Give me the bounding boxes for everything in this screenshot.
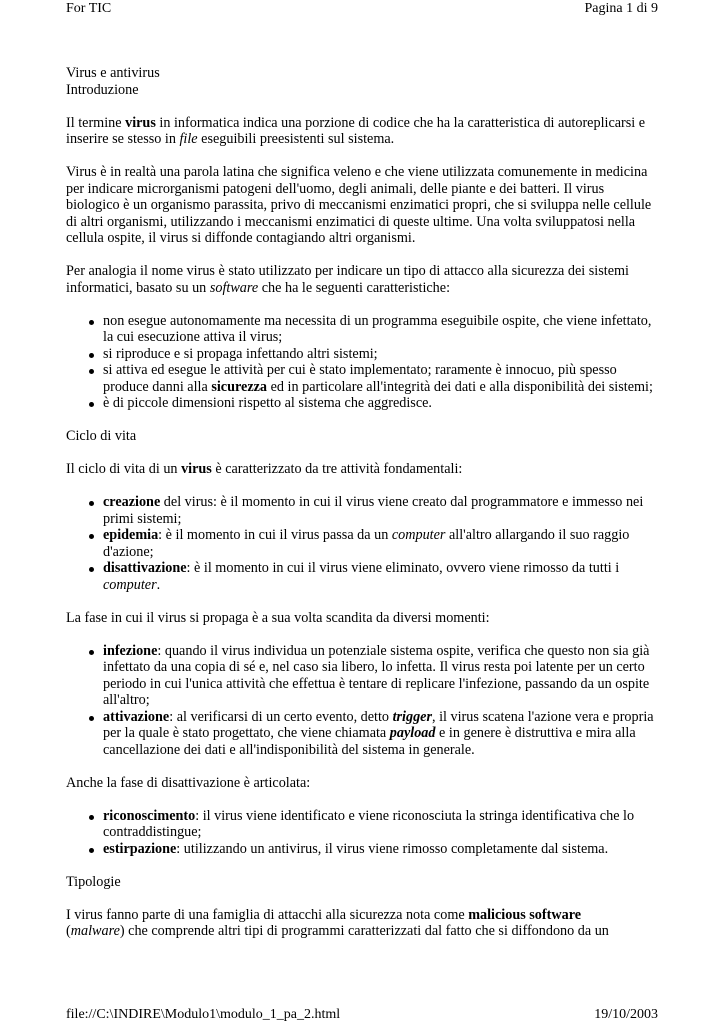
list-item: attivazione: al verificarsi di un certo evento, detto trigger, il virus scatena l'azione vera e propria per la quale è stato progettato, che viene chiamata payload e in genere è distruttiva e mira alla cancellazione dei dati e all'indisponibilità del sistema in generale.	[103, 709, 661, 759]
deactivation-intro: Anche la fase di disattivazione è articolata:	[66, 774, 311, 791]
footer-date: 19/10/2003	[594, 1007, 658, 1022]
latin-paragraph: Virus è in realtà una parola latina che significa veleno e che viene utilizzata comunemente in medicina per indicare microrganismi patogeni dell'uomo, degli animali, delle piante e dei batteri. Il virus biologico è un organismo parassita, privo di meccanismi enzimatici propri, che si sviluppa nelle cellule di altri organismi, utilizzando i meccanismi enzimatici di queste ultime. Una volta sviluppatosi nella cellula ospite, il virus si diffonde contagiando altri organismi.	[66, 164, 652, 246]
analogy-paragraph: Per analogia il nome virus è stato utilizzato per indicare un tipo di attacco alla sicurezza dei sistemi informatici, basato su un software che ha le seguenti caratteristiche:	[66, 263, 629, 296]
tipologie-paragraph: I virus fanno parte di una famiglia di attacchi alla sicurezza nota come malicious software (malware) che comprende altri tipi di programmi caratterizzati dal fatto che si diffondono da un	[66, 906, 609, 939]
phases-list	[66, 494, 661, 593]
list-item: si attiva ed esegue le attività per cui è stato implementato; raramente è innocuo, più spesso produce danni alla sicurezza ed in particolare all'integrità dei dati e alla disponibilità dei sistemi;	[103, 362, 661, 395]
deactivation-list	[66, 808, 661, 858]
header-page-number: Pagina 1 di 9	[584, 1, 658, 16]
ciclo-intro-paragraph: Il ciclo di vita di un virus è caratterizzato da tre attività fondamentali:	[66, 461, 463, 477]
list-item: riconoscimento: il virus viene identificato e viene riconosciuta la stringa identificativa che lo contraddistingue;	[103, 808, 661, 841]
section-heading-tipologie: Tipologie	[66, 873, 121, 890]
list-item: infezione: quando il virus individua un potenziale sistema ospite, verifica che questo non sia già infettato da una copia di sé e, nel caso sia libero, lo infetta. Il virus resta poi latente per un certo periodo in cui l'unica attività che effettua è tentare di replicare l'infezione, passando da un ospite all'altro;	[103, 643, 661, 709]
header-left: For TIC	[66, 1, 112, 16]
propagation-list	[66, 643, 661, 759]
document-body	[66, 65, 661, 956]
page-subtitle: Introduzione	[66, 81, 139, 98]
list-item: è di piccole dimensioni rispetto al sistema che aggredisce.	[103, 395, 661, 412]
footer-file-path: file://C:\INDIRE\Modulo1\modulo_1_pa_2.html	[66, 1007, 341, 1022]
list-item: disattivazione: è il momento in cui il virus viene eliminato, ovvero viene rimosso da tutti i computer.	[103, 560, 661, 593]
intro-paragraph: Il termine virus in informatica indica una porzione di codice che ha la caratteristica di autoreplicarsi e inserire se stesso in file eseguibili preesistenti sul sistema.	[66, 114, 646, 147]
list-item: epidemia: è il momento in cui il virus passa da un computer all'altro allargando il suo raggio d'azione;	[103, 527, 661, 560]
page-title: Virus e antivirus	[66, 65, 160, 81]
list-item: non esegue autonomamente ma necessita di un programma eseguibile ospite, che viene infettato, la cui esecuzione attiva il virus;	[103, 313, 661, 346]
list-item: creazione del virus: è il momento in cui il virus viene creato dal programmatore e immesso nei primi sistemi;	[103, 494, 661, 527]
propagation-intro: La fase in cui il virus si propaga è a sua volta scandita da diversi momenti:	[66, 609, 490, 626]
features-list	[66, 313, 661, 412]
list-item: estirpazione: utilizzando un antivirus, il virus viene rimosso completamente dal sistema.	[103, 841, 661, 858]
list-item: si riproduce e si propaga infettando altri sistemi;	[103, 346, 661, 363]
section-heading-ciclo: Ciclo di vita	[66, 428, 137, 444]
